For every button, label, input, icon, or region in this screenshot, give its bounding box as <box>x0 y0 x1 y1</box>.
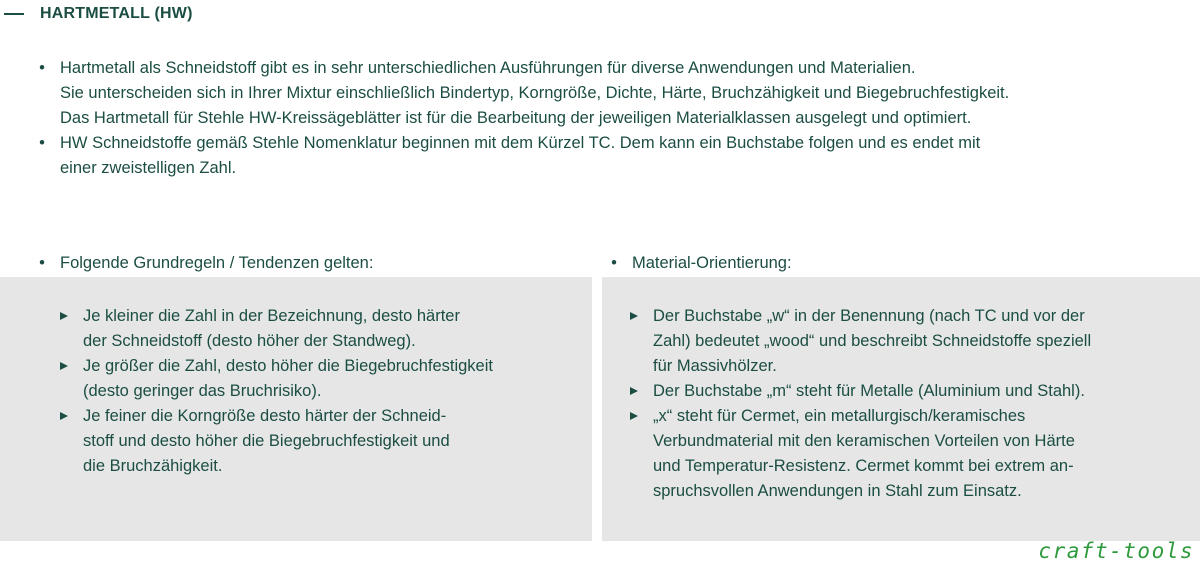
right-column-heading <box>608 251 792 276</box>
list-item <box>630 404 1091 504</box>
list-item-line: für Massivhölzer. <box>653 357 777 375</box>
list-item-line: Verbundmaterial mit den keramischen Vorteilen von Härte <box>653 432 1075 450</box>
list-item <box>630 304 1091 379</box>
list-item-line: die Bruchzähigkeit. <box>83 457 223 475</box>
right-column-heading-text: Material-Orientierung: <box>632 254 792 272</box>
list-item-line: und Temperatur-Resistenz. Cermet kommt bei extrem an- <box>653 457 1074 475</box>
list-item-line: (desto geringer das Bruchrisiko). <box>83 382 322 400</box>
section-title: HARTMETALL (HW) <box>40 5 193 22</box>
bullet-icon: • <box>39 59 45 77</box>
triangle-bullet-icon <box>630 387 638 395</box>
material-panel <box>602 277 1200 541</box>
intro-line: Das Hartmetall für Stehle HW-Kreissägeblätter ist für die Bearbeitung der jeweiligen Materialklassen ausgelegt und optimiert. <box>60 109 972 127</box>
list-item <box>60 304 493 354</box>
triangle-bullet-icon <box>60 362 68 370</box>
bullet-icon: • <box>39 254 45 272</box>
triangle-bullet-icon <box>60 412 68 420</box>
list-item-line: Je kleiner die Zahl in der Bezeichnung, desto härter <box>83 307 460 325</box>
list-item-line: der Schneidstoff (desto höher der Standweg). <box>83 332 416 350</box>
list-item <box>630 379 1091 404</box>
left-column-heading <box>36 251 373 276</box>
intro-item <box>36 131 1186 181</box>
intro-list <box>36 56 1186 181</box>
left-column-heading-text: Folgende Grundregeln / Tendenzen gelten: <box>60 254 374 272</box>
section-heading <box>4 4 193 24</box>
intro-item <box>36 56 1186 131</box>
list-item-line: „x“ steht für Cermet, ein metallurgisch/keramisches <box>653 407 1026 425</box>
triangle-bullet-icon <box>630 412 638 420</box>
triangle-bullet-icon <box>60 312 68 320</box>
list-item-line: Der Buchstabe „w“ in der Benennung (nach TC und vor der <box>653 307 1085 325</box>
list-item-line: Je feiner die Korngröße desto härter der Schneid- <box>83 407 447 425</box>
material-list <box>630 304 1091 504</box>
list-item <box>60 354 493 404</box>
list-item <box>60 404 493 479</box>
list-item-line: spruchsvollen Anwendungen in Stahl zum Einsatz. <box>653 482 1022 500</box>
bullet-icon: • <box>39 134 45 152</box>
list-item-line: Der Buchstabe „m“ steht für Metalle (Aluminium und Stahl). <box>653 382 1085 400</box>
heading-dash <box>4 13 24 15</box>
bullet-icon: • <box>611 254 617 272</box>
intro-line: einer zweistelligen Zahl. <box>60 159 237 177</box>
rules-list <box>60 304 493 479</box>
intro-line: HW Schneidstoffe gemäß Stehle Nomenklatur beginnen mit dem Kürzel TC. Dem kann ein Buchstabe folgen und es endet mit <box>60 134 981 152</box>
list-item-line: stoff und desto höher die Biegebruchfestigkeit und <box>83 432 450 450</box>
list-item-line: Je größer die Zahl, desto höher die Biegebruchfestigkeit <box>83 357 493 375</box>
list-item-line: Zahl) bedeutet „wood“ und beschreibt Schneidstoffe speziell <box>653 332 1092 350</box>
intro-line: Hartmetall als Schneidstoff gibt es in sehr unterschiedlichen Ausführungen für diverse Anwendungen und Materialien. <box>60 59 916 77</box>
intro-line: Sie unterscheiden sich in Ihrer Mixtur einschließlich Bindertyp, Korngröße, Dichte, Härte, Bruchzähigkeit und Biegebruchfestigkeit. <box>60 84 1010 102</box>
rules-panel <box>0 277 592 541</box>
triangle-bullet-icon <box>630 312 638 320</box>
craft-tools-logo: craft-tools <box>1038 539 1194 563</box>
